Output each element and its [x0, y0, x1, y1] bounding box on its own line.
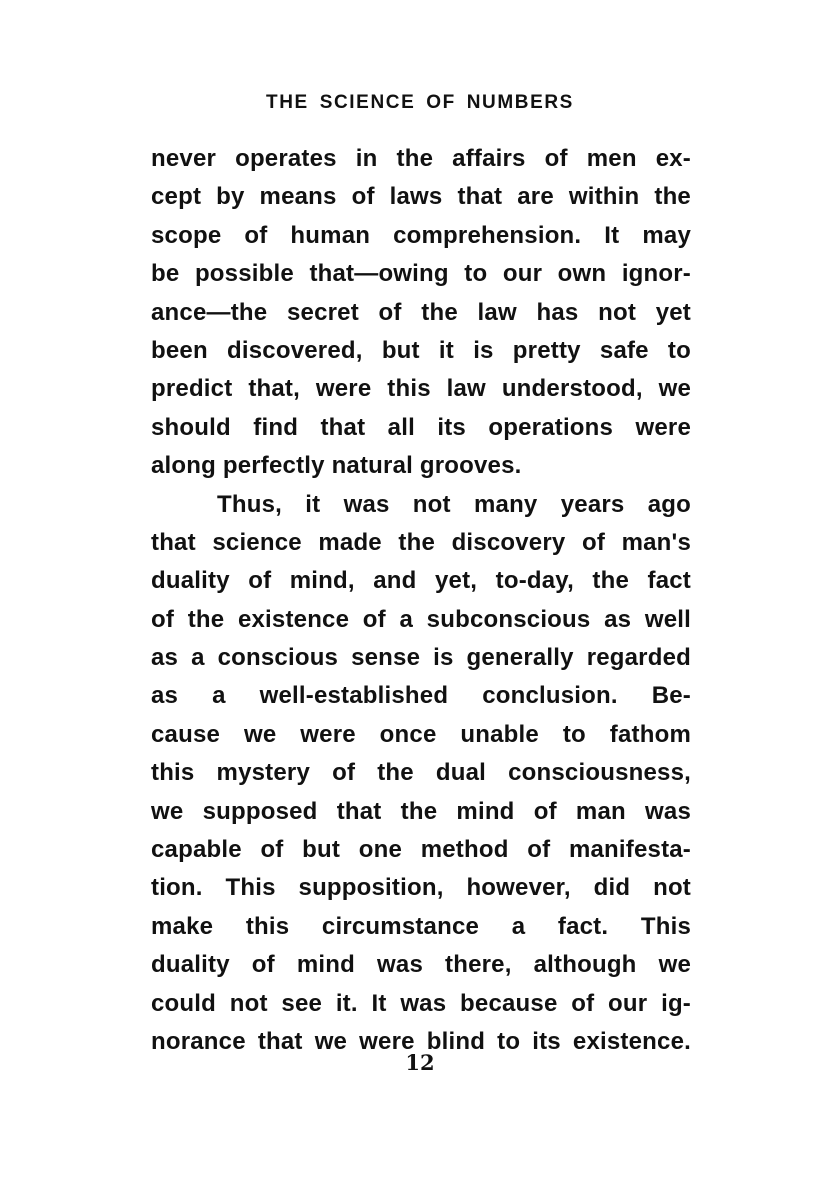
- text-line: been discovered, but it is pretty safe to: [151, 336, 691, 364]
- text-line: ance—the secret of the law has not yet: [151, 298, 691, 326]
- text-line: as a conscious sense is generally regarded: [151, 644, 691, 672]
- text-line: capable of but one method of manifesta-: [151, 836, 691, 864]
- body-text: [151, 140, 691, 1061]
- text-line: duality of mind, and yet, to-day, the fact: [151, 567, 691, 595]
- text-line: of the existence of a subconscious as well: [151, 605, 691, 633]
- text-line: along perfectly natural grooves.: [151, 452, 522, 480]
- text-line: as a well-established conclusion. Be-: [151, 682, 691, 710]
- text-line: scope of human comprehension. It may: [151, 221, 691, 249]
- page-number: 12: [405, 1050, 435, 1075]
- text-line: make this circumstance a fact. This: [151, 912, 691, 940]
- running-head: THE SCIENCE OF NUMBERS: [266, 92, 574, 113]
- text-line: should find that all its operations were: [151, 413, 691, 441]
- text-line: this mystery of the dual consciousness,: [151, 759, 691, 787]
- text-line: could not see it. It was because of our ig-: [151, 989, 691, 1017]
- text-line: that science made the discovery of man's: [151, 528, 691, 556]
- text-line: predict that, were this law understood, we: [151, 375, 691, 403]
- text-line: cept by means of laws that are within the: [151, 183, 691, 211]
- text-line: Thus, it was not many years ago: [217, 490, 691, 518]
- text-line: cause we were once unable to fathom: [151, 720, 691, 748]
- text-line: duality of mind was there, although we: [151, 951, 691, 979]
- text-line: we supposed that the mind of man was: [151, 797, 691, 825]
- text-line: tion. This supposition, however, did not: [151, 874, 691, 902]
- text-line: norance that we were blind to its existence.: [151, 1027, 691, 1055]
- text-line: be possible that—owing to our own ignor-: [151, 260, 691, 288]
- text-line: never operates in the affairs of men ex-: [151, 145, 691, 172]
